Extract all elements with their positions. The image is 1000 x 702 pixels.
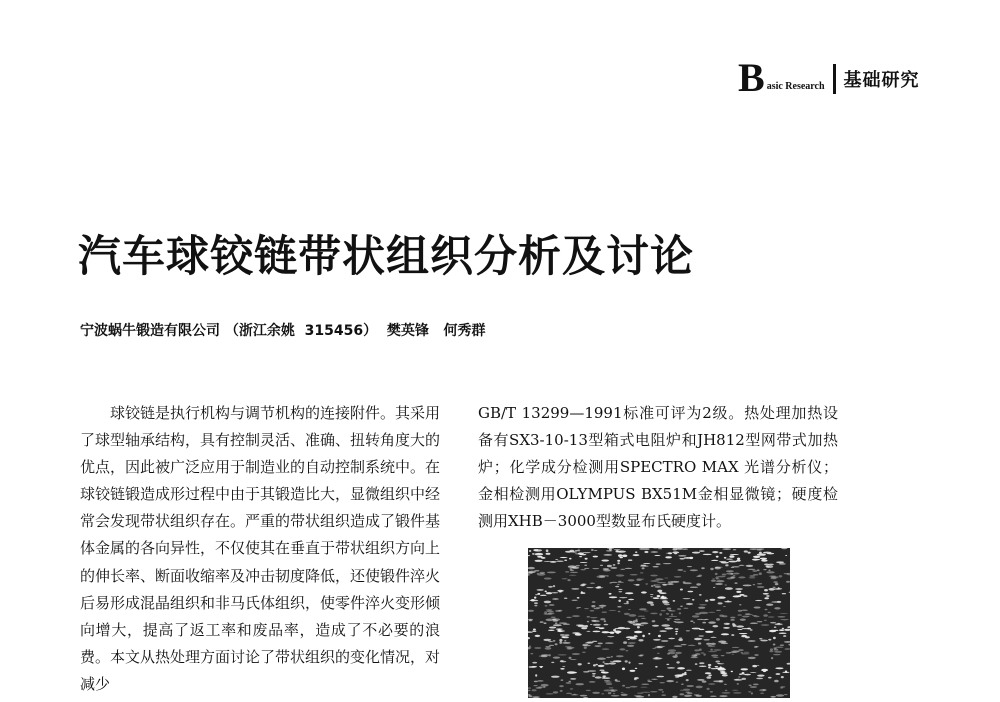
column-header: [738, 62, 920, 94]
body-right-paragraph: GB/T 13299—1991标准可评为2级。热处理加热设备有SX3-10-13型箱式电阻炉和JH812型网带式加热炉；化学成分检测用SPECTRO MAX 光谱分析仪；金相检测用OLYMPUS BX51M金相显微镜；硬度检测用XHB－3000型数显布氏硬度计。: [478, 400, 838, 535]
header-divider: [833, 64, 836, 94]
microstructure-image: [528, 548, 790, 698]
body-left-paragraph: 球铰链是执行机构与调节机构的连接附件。其采用了球型轴承结构，具有控制灵活、准确、扭转角度大的优点，因此被广泛应用于制造业的自动控制系统中。在球铰链锻造成形过程中由于其锻造比大，显微组织中经常会发现带状组织存在。严重的带状组织造成了锻件基体金属的各向异性，不仅使其在垂直于带状组织方向上的伸长率、断面收缩率及冲击韧度降低，还使锻件淬火后易形成混晶组织和非马氏体组织，使零件淬火变形倾向增大，提高了返工率和废品率，造成了不必要的浪费。本文从热处理方面讨论了带状组织的变化情况，对减少: [80, 400, 440, 698]
header-en-rest: asic Research: [767, 81, 825, 92]
article-byline: 宁波蜗牛锻造有限公司 （浙江余姚 315456） 樊英锋 何秀群: [80, 320, 485, 340]
article-title: 汽车球铰链带状组织分析及讨论: [78, 230, 694, 284]
header-en-initial: B: [738, 62, 765, 94]
header-cn-label: 基础研究: [844, 66, 920, 92]
micrograph-texture: [528, 548, 790, 698]
